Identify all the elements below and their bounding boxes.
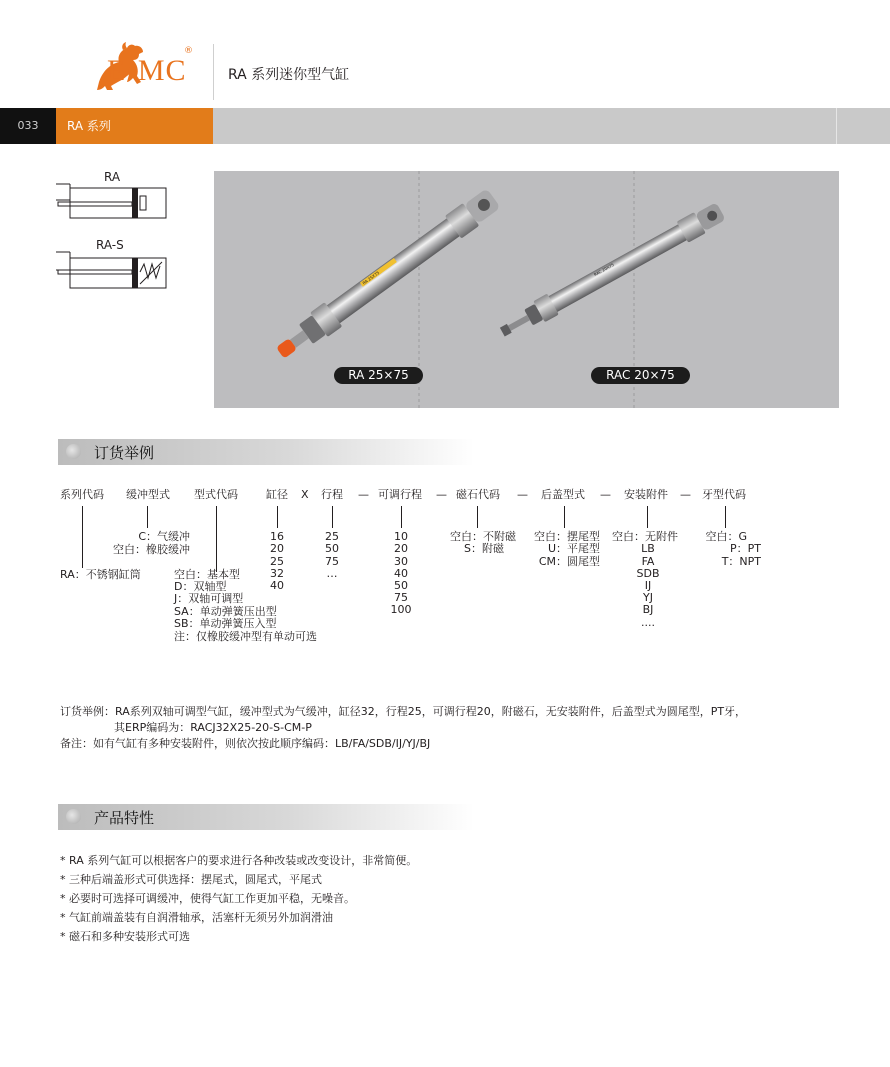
page-number: 033 — [17, 119, 39, 132]
magnet-value: S：附磁 — [464, 542, 504, 555]
connector-rear-cover — [564, 506, 565, 528]
type-value: D：双轴型 — [174, 580, 227, 593]
type-value: 空白：基本型 — [174, 568, 240, 581]
hdr-bore: 缸径 — [266, 488, 288, 501]
thread-value: T：NPT — [721, 555, 761, 568]
cylinder-illustrations — [214, 171, 839, 408]
series-tab-label: RA 系列 — [67, 119, 111, 133]
hdr-accessory: 安装附件 — [624, 488, 668, 501]
hdr-series: 系列代码 — [60, 488, 104, 501]
connector-stroke — [332, 506, 333, 528]
feature-item: * 磁石和多种安装形式可选 — [60, 930, 190, 943]
accessory-value: IJ — [644, 579, 652, 592]
bullet-circle-icon — [66, 809, 81, 824]
connector-magnet — [477, 506, 478, 528]
hdr-thread: 牙型代码 — [702, 488, 746, 501]
hdr-dash-2: — — [436, 488, 447, 501]
hdr-dash-3: — — [517, 488, 528, 501]
connector-type — [216, 506, 217, 572]
connector-bore — [277, 506, 278, 528]
adjustable-value: 50 — [394, 579, 408, 592]
type-note: 注：仅橡胶缓冲型有单动可选 — [174, 630, 317, 643]
bore-value: 25 — [270, 555, 284, 568]
erp-code-text: 其ERP编码为：RACJ32X25-20-S-CM-P — [114, 721, 312, 734]
connector-adjustable — [401, 506, 402, 528]
hdr-stroke: 行程 — [321, 488, 343, 501]
feature-item: * 必要时可选择可调缓冲，使得气缸工作更加平稳，无噪音。 — [60, 892, 355, 905]
remark-text: 备注：如有气缸有多种安装附件，则依次按此顺序编码：LB/FA/SDB/IJ/YJ/BJ — [60, 737, 431, 750]
schematic-ra-symbol — [56, 182, 168, 222]
features-section-title: 产品特性 — [94, 809, 155, 827]
barrel-print-left: RA 25X75 — [361, 270, 381, 286]
stroke-value: … — [326, 567, 338, 580]
cushion-value: 空白：橡胶缓冲 — [113, 543, 190, 556]
rear-cover-value: CM：圆尾型 — [538, 555, 600, 568]
adjustable-value: 100 — [390, 603, 412, 616]
feature-item: * 气缸前端盖装有自润滑轴承，活塞杆无须另外加润滑油 — [60, 911, 333, 924]
thread-value: P：PT — [730, 542, 761, 555]
registered-mark: ® — [184, 46, 193, 56]
type-value: SA：单动弹簧压出型 — [174, 605, 277, 618]
hdr-cushion: 缓冲型式 — [126, 488, 170, 501]
stroke-value: 25 — [325, 530, 339, 543]
connector-accessory — [647, 506, 648, 528]
page-title: RA 系列迷你型气缸 — [228, 67, 350, 83]
accessory-value: LB — [641, 542, 655, 555]
bore-value: 20 — [270, 542, 284, 555]
stroke-value: 50 — [325, 542, 339, 555]
feature-item: * RA 系列气缸可以根据客户的要求进行各种改装或改变设计，非常简便。 — [60, 854, 418, 867]
adjustable-value: 10 — [394, 530, 408, 543]
order-example-text: 订货举例：RA系列双轴可调型气缸，缓冲型式为气缓冲，缸径32，行程25，可调行程20，附磁石，无安装附件，后盖型式为圆尾型，PT牙， — [60, 705, 747, 718]
accessory-value: YJ — [643, 591, 653, 604]
rear-cover-value: U：平尾型 — [547, 542, 600, 555]
band-divider — [836, 108, 837, 144]
thread-value: 空白：G — [705, 530, 747, 543]
accessory-value: .... — [641, 616, 655, 629]
bore-value: 32 — [270, 567, 284, 580]
brand-wordmark: E•MC — [107, 54, 187, 87]
hdr-magnet: 磁石代码 — [456, 488, 500, 501]
bore-value: 40 — [270, 579, 284, 592]
hdr-rear-cover: 后盖型式 — [541, 488, 585, 501]
barrel-print-right: RAC 20X75 — [592, 261, 615, 278]
connector-cushion — [147, 506, 148, 528]
accessory-value: SDB — [636, 567, 660, 580]
hdr-x: X — [301, 488, 309, 501]
adjustable-value: 75 — [394, 591, 408, 604]
accessory-value: 空白：无附件 — [612, 530, 678, 543]
schematic-ras-symbol — [56, 248, 168, 294]
connector-series — [82, 506, 83, 568]
header-divider — [213, 44, 214, 100]
caption-ra-25x75: RA 25×75 — [334, 367, 423, 384]
schematic-ra-label: RA — [104, 170, 121, 184]
series-value: RA：不锈钢缸筒 — [60, 568, 141, 581]
hdr-dash-5: — — [680, 488, 691, 501]
adjustable-value: 30 — [394, 555, 408, 568]
magnet-value: 空白：不附磁 — [450, 530, 516, 543]
hdr-adjustable: 可调行程 — [378, 488, 422, 501]
bullet-circle-icon — [66, 444, 81, 459]
caption-rac-20x75: RAC 20×75 — [591, 367, 690, 384]
cushion-value: C：气缓冲 — [138, 530, 190, 543]
hdr-type: 型式代码 — [194, 488, 238, 501]
feature-item: * 三种后端盖形式可供选择：摆尾式，圆尾式，平尾式 — [60, 873, 322, 886]
bore-value: 16 — [270, 530, 284, 543]
adjustable-value: 20 — [394, 542, 408, 555]
rear-cover-value: 空白：摆尾型 — [534, 530, 600, 543]
connector-thread — [725, 506, 726, 528]
stroke-value: 75 — [325, 555, 339, 568]
accessory-value: BJ — [642, 603, 654, 616]
hdr-dash-1: — — [358, 488, 369, 501]
type-value: SB：单动弹簧压入型 — [174, 617, 277, 630]
accessory-value: FA — [641, 555, 655, 568]
hdr-dash-4: — — [600, 488, 611, 501]
ordering-section-title: 订货举例 — [94, 444, 155, 462]
type-value: J：双轴可调型 — [174, 592, 244, 605]
schematic-ras-label: RA-S — [96, 238, 124, 252]
adjustable-value: 40 — [394, 567, 408, 580]
